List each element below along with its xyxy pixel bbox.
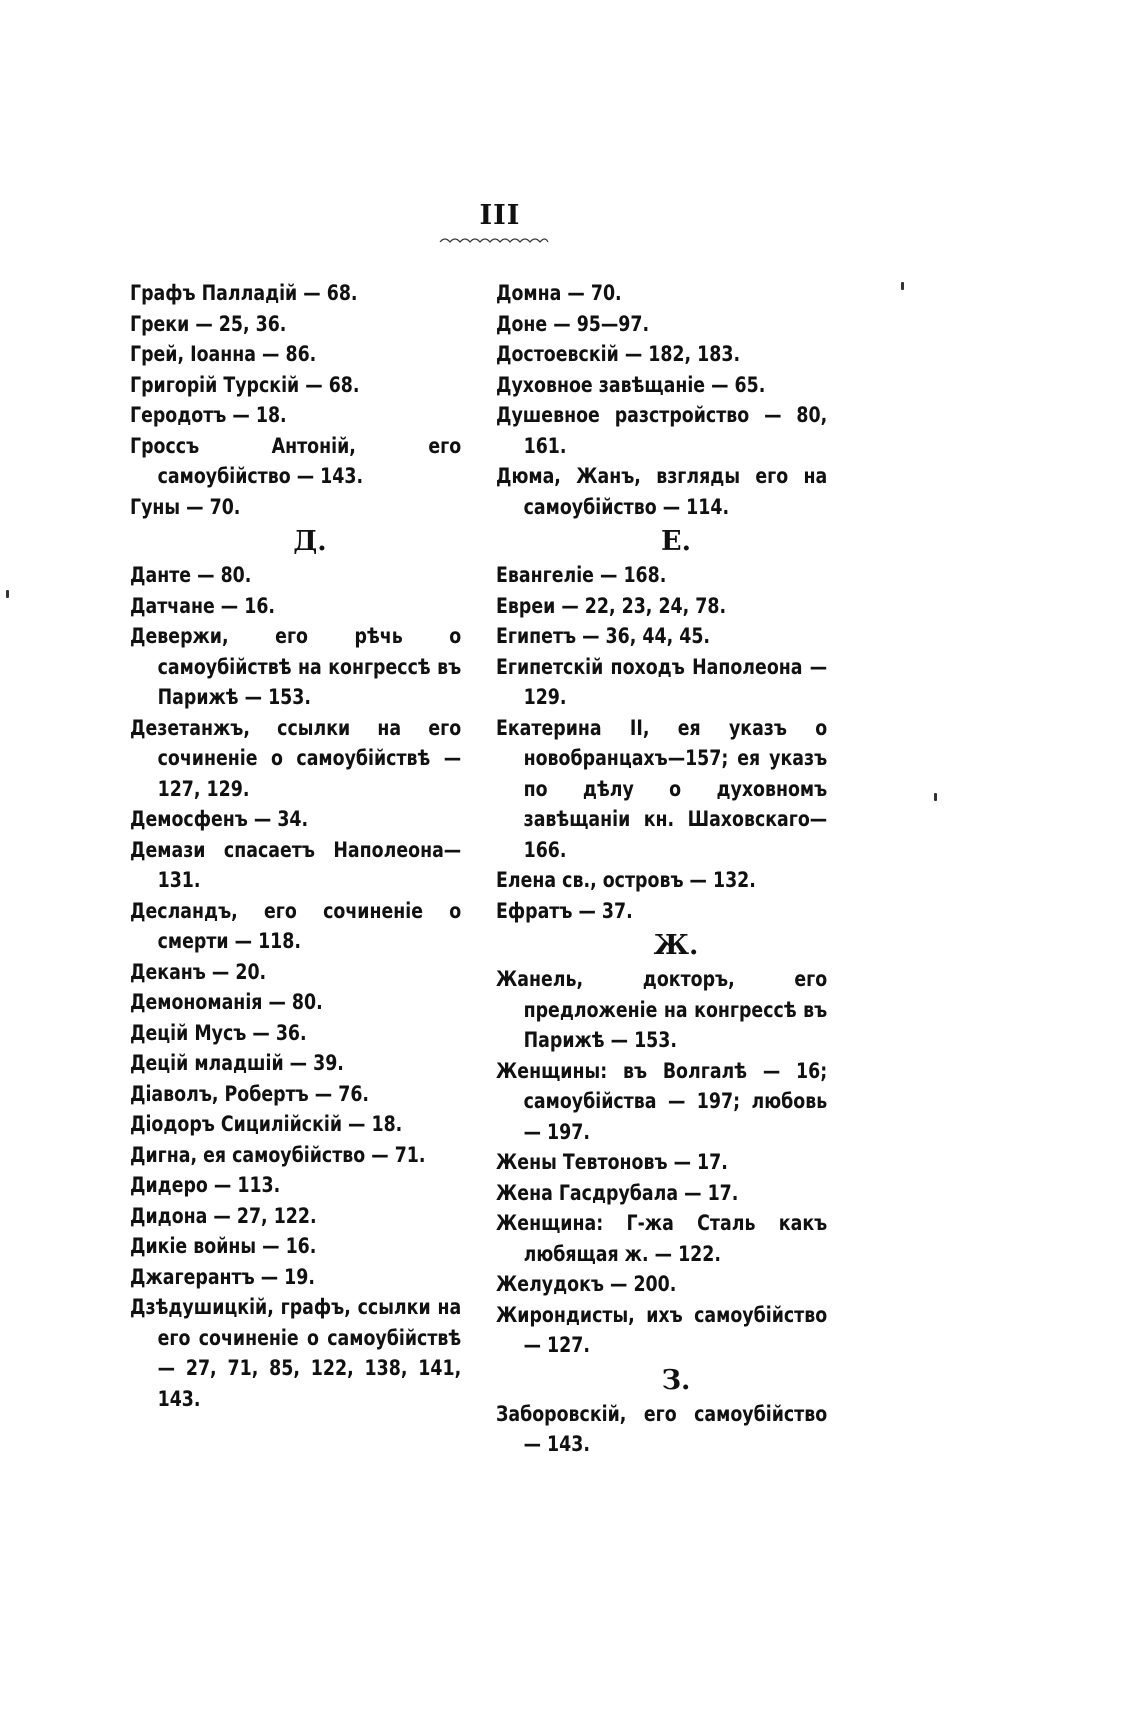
index-entry: Жены Тевтоновъ — 17.: [496, 1150, 728, 1174]
index-entry: Достоевскій — 182, 183.: [496, 342, 741, 366]
page-number: III: [479, 200, 521, 231]
index-entry: Дидеро — 113.: [130, 1173, 281, 1197]
stray-mark: [934, 793, 937, 801]
index-entry: Женщины: въ Волгалѣ — 16; самоубійства — 197; любовь — 197.: [496, 1058, 828, 1144]
index-entry: Децій Мусъ — 36.: [130, 1020, 307, 1045]
index-entry: Діодоръ Сицилійскій — 18.: [130, 1112, 403, 1136]
index-entry: Елена св., островъ — 132.: [496, 868, 756, 892]
index-entry: Датчане — 16.: [130, 593, 276, 618]
ornament-divider: [438, 234, 550, 246]
index-entry: Греки — 25, 36.: [130, 311, 287, 336]
index-entry: Домна — 70.: [496, 281, 622, 305]
index-entry: Дидона — 27, 122.: [130, 1203, 317, 1228]
index-entry: Жирондисты, ихъ самоубійство — 127.: [496, 1302, 828, 1357]
index-entry: Душевное разстройство — 80, 161.: [496, 403, 828, 458]
index-entry: Графъ Палладій — 68.: [130, 281, 358, 305]
section-letter: Д.: [293, 526, 327, 557]
index-entry: Желудокъ — 200.: [496, 1272, 677, 1296]
index-entry: Екатерина II, ея указъ о новобранцахъ—157; ея указъ по дѣлу о духовномъ завѣщаніи кн. Шаховскаго—166.: [496, 715, 828, 862]
index-entry: Геродотъ — 18.: [130, 403, 287, 427]
index-entry: Гуны — 70.: [130, 494, 241, 519]
index-entry: Демосфенъ — 34.: [130, 807, 309, 831]
index-entry: Египетскій походъ Наполеона — 129.: [496, 654, 828, 709]
index-entry: Жена Гасдрубала — 17.: [496, 1180, 739, 1205]
index-column-right: [496, 278, 856, 1460]
index-entry: Доне — 95—97.: [496, 311, 650, 336]
index-entry: Діаволъ, Робертъ — 76.: [130, 1081, 370, 1106]
index-column-left: [130, 278, 490, 1414]
index-entry: Децій младшій — 39.: [130, 1051, 344, 1075]
index-entry: Григорій Турскій — 68.: [130, 372, 360, 397]
section-letter: З.: [661, 1364, 691, 1396]
index-entry: Десландъ, его сочиненіе о смерти — 118.: [130, 898, 462, 953]
index-entry: Дезетанжъ, ссылки на его сочиненіе о самоубійствѣ — 127, 129.: [130, 715, 462, 801]
stray-mark: [901, 282, 904, 290]
index-entry: Женщина: Г-жа Сталь какъ любящая ж. — 122.: [496, 1211, 828, 1266]
index-entry: Заборовскій, его самоубійство — 143.: [496, 1401, 828, 1456]
index-entry: Духовное завѣщаніе — 65.: [496, 372, 766, 397]
section-letter: Ж.: [653, 930, 699, 961]
index-entry: Дигна, ея самоубійство — 71.: [130, 1142, 426, 1167]
index-entry: Жанель, докторъ, его предложеніе на конгрессѣ въ Парижѣ — 153.: [496, 967, 828, 1052]
index-entry: Дикіе войны — 16.: [130, 1234, 317, 1258]
index-entry: Египетъ — 36, 44, 45.: [496, 624, 711, 648]
index-entry: Девержи, его рѣчь о самоубійствѣ на конгрессѣ въ Парижѣ — 153.: [130, 624, 462, 709]
index-entry: Евреи — 22, 23, 24, 78.: [496, 593, 727, 618]
index-entry: Гроссъ Антоній, его самоубійство — 143.: [130, 433, 462, 488]
index-entry: Деканъ — 20.: [130, 959, 267, 984]
section-letter: Е.: [661, 526, 691, 557]
index-entry: Грей, Іоанна — 86.: [130, 342, 317, 366]
index-entry: Ефратъ — 37.: [496, 898, 633, 923]
index-entry: Евангеліе — 168.: [496, 563, 667, 587]
index-entry: Демономанія — 80.: [130, 990, 323, 1014]
index-entry: Демази спасаетъ Наполеона— 131.: [130, 837, 462, 892]
index-entry: Данте — 80.: [130, 563, 252, 587]
index-entry: Дзѣдушицкій, графъ, ссылки на его сочиненіе о самоубійствѣ — 27, 71, 85, 122, 138, 141, 143.: [130, 1295, 462, 1411]
stray-mark: [6, 590, 9, 598]
index-entry: Дюма, Жанъ, взгляды его на самоубійство — 114.: [496, 464, 828, 519]
index-entry: Джагерантъ — 19.: [130, 1264, 315, 1289]
